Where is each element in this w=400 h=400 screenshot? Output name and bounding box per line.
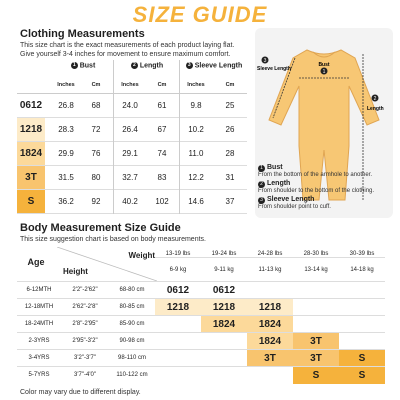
height-inches: 2'8"-2'95" (72, 321, 98, 327)
size-badge: 0612 (155, 282, 201, 299)
measurement-value: 31 (225, 173, 235, 182)
clothing-row (17, 190, 247, 214)
length-column-header: 2 Length (117, 62, 177, 69)
unit-label: Cm (91, 82, 101, 88)
header-diagonal (57, 247, 157, 281)
color-note: Color may vary due to different display. (20, 389, 141, 396)
body-row (17, 315, 385, 332)
marker-1-icon: 1 (71, 62, 78, 69)
clothing-desc-2: Give yourself 3-4 inches for movement to ensure maximum comfort. (20, 51, 231, 58)
measurement-value: 26.8 (58, 101, 74, 110)
measurement-value: 25 (225, 101, 235, 110)
sleeve-column-header: 3 Sleeve Length (181, 62, 247, 69)
age-value: 18-24MTH (24, 321, 54, 327)
measurement-value: 24.0 (122, 101, 138, 110)
height-inches: 2'2"-2'62" (72, 287, 98, 293)
measurement-value: 26 (225, 125, 235, 134)
size-label: 3T (17, 166, 45, 189)
length-marker: 2 (373, 96, 377, 102)
unit-label: Cm (225, 82, 235, 88)
age-value: 5-7YRS (28, 372, 50, 378)
body-row (17, 349, 385, 366)
height-inches: 3'2"-3'7" (74, 355, 96, 361)
age-value: 12-18MTH (24, 304, 54, 310)
bust-column-header: 1 Bust (53, 62, 113, 69)
size-guide-title: SIZE GUIDE (132, 2, 268, 27)
marker-3-icon: 3 (258, 197, 265, 204)
measurement-value: 80 (91, 173, 101, 182)
height-cm: 85-90 cm (119, 321, 145, 327)
clothing-row (17, 94, 247, 118)
age-header: Age (27, 257, 45, 267)
age-value: 2-3YRS (28, 338, 50, 344)
height-cm: 90-98 cm (119, 338, 145, 344)
bust-marker: 1 (322, 69, 326, 75)
marker-2-icon: 2 (258, 181, 265, 188)
measurement-value: 26.4 (122, 125, 138, 134)
measurement-value: 40.2 (122, 197, 138, 206)
weight-kg: 13-14 kg (304, 267, 328, 273)
measurement-value: 28 (225, 149, 235, 158)
clothing-row (17, 142, 247, 166)
unit-label: Inches (57, 82, 75, 88)
divider (113, 60, 114, 214)
weight-kg: 9-11 kg (214, 267, 234, 273)
clothing-heading: Clothing Measurements (20, 28, 145, 40)
measurement-value: 29.1 (122, 149, 138, 158)
weight-header: Weight (128, 251, 155, 260)
weight-kg: 11-13 kg (258, 267, 282, 273)
legend-length: 2 Length From shoulder to the bottom of the clothing. (258, 180, 375, 194)
size-badge: 1824 (201, 316, 247, 333)
weight-lbs: 19-24 lbs (201, 251, 247, 258)
unit-label: Inches (121, 82, 139, 88)
size-badge: 3T (247, 350, 293, 367)
body-heading: Body Measurement Size Guide (20, 222, 181, 234)
measurement-value: 67 (157, 125, 167, 134)
clothing-row (17, 166, 247, 190)
measurement-value: 29.9 (58, 149, 74, 158)
measurement-value: 11.0 (188, 149, 204, 158)
body-row (17, 332, 385, 349)
height-header: Height (63, 267, 88, 276)
height-cm: 110-122 cm (116, 372, 148, 378)
measurement-value: 72 (91, 125, 101, 134)
body-row (17, 366, 385, 383)
divider (179, 60, 180, 214)
age-value: 6-12MTH (26, 287, 52, 293)
measurement-value: 61 (157, 101, 167, 110)
height-inches: 3'7"-4'0" (74, 372, 96, 378)
size-badge: S (339, 350, 385, 367)
clothing-row (17, 118, 247, 142)
body-row (17, 281, 385, 298)
legend-sleeve: 3 Sleeve Length From shoulder point to cuff. (258, 196, 331, 210)
marker-2-icon: 2 (131, 62, 138, 69)
sleeve-marker: 3 (263, 58, 267, 64)
height-inches: 2'62"-2'8" (72, 304, 98, 310)
weight-kg: 14-18 kg (350, 267, 374, 273)
measurement-value: 32.7 (122, 173, 138, 182)
age-value: 3-4YRS (28, 355, 50, 361)
measurement-value: 76 (91, 149, 101, 158)
height-cm: 68-80 cm (119, 287, 145, 293)
size-badge: 1824 (247, 316, 293, 333)
measurement-value: 74 (157, 149, 167, 158)
marker-1-icon: 1 (258, 165, 265, 172)
length-label: Length (367, 106, 384, 112)
measurement-value: 9.8 (190, 101, 202, 110)
size-badge: 1218 (155, 299, 201, 316)
measurement-value: 12.2 (188, 173, 204, 182)
size-label: 1218 (17, 118, 45, 141)
measurement-value: 28.3 (58, 125, 74, 134)
size-badge: 3T (293, 350, 339, 367)
marker-3-icon: 3 (186, 62, 193, 69)
measurement-value: 68 (91, 101, 101, 110)
height-inches: 2'95"-3'2" (72, 338, 98, 344)
weight-kg: 6-9 kg (169, 267, 187, 273)
size-badge: 1218 (247, 299, 293, 316)
measurement-value: 10.2 (188, 125, 204, 134)
clothing-table-header (17, 60, 247, 94)
height-cm: 80-85 cm (119, 304, 145, 310)
body-table (17, 247, 385, 385)
clothing-desc-1: This size chart is the exact measurements of each product laying flat. (20, 42, 235, 49)
legend-bust: 1 Bust From the bottom of the armhole to another. (258, 164, 373, 178)
unit-label: Cm (157, 82, 167, 88)
size-badge: 3T (293, 333, 339, 350)
measurement-value: 102 (155, 197, 169, 206)
measurement-value: 36.2 (58, 197, 74, 206)
measurement-value: 83 (157, 173, 167, 182)
bust-label: Bust (318, 62, 330, 68)
body-row (17, 298, 385, 315)
size-label: 1824 (17, 142, 45, 165)
measurement-value: 92 (91, 197, 101, 206)
weight-lbs: 24-28 lbs (247, 251, 293, 258)
measurement-value: 37 (225, 197, 235, 206)
measurement-value: 14.6 (188, 197, 204, 206)
unit-label: Inches (187, 82, 205, 88)
clothing-table (17, 60, 247, 214)
size-label: 0612 (17, 94, 45, 117)
size-badge: 0612 (201, 282, 247, 299)
size-badge: 1218 (201, 299, 247, 316)
measurement-value: 31.5 (58, 173, 74, 182)
size-label: S (17, 190, 45, 213)
body-desc: This size suggestion chart is based on body measurements. (20, 236, 206, 243)
weight-lbs: 30-39 lbs (339, 251, 385, 258)
size-badge: S (293, 367, 339, 384)
height-cm: 98-110 cm (118, 355, 146, 361)
weight-lbs: 28-30 lbs (293, 251, 339, 258)
sleeve-label: Sleeve Length (257, 66, 291, 72)
size-badge: S (339, 367, 385, 384)
size-badge: 1824 (247, 333, 293, 350)
weight-lbs: 13-19 lbs (155, 251, 201, 258)
body-table-header (17, 247, 385, 281)
